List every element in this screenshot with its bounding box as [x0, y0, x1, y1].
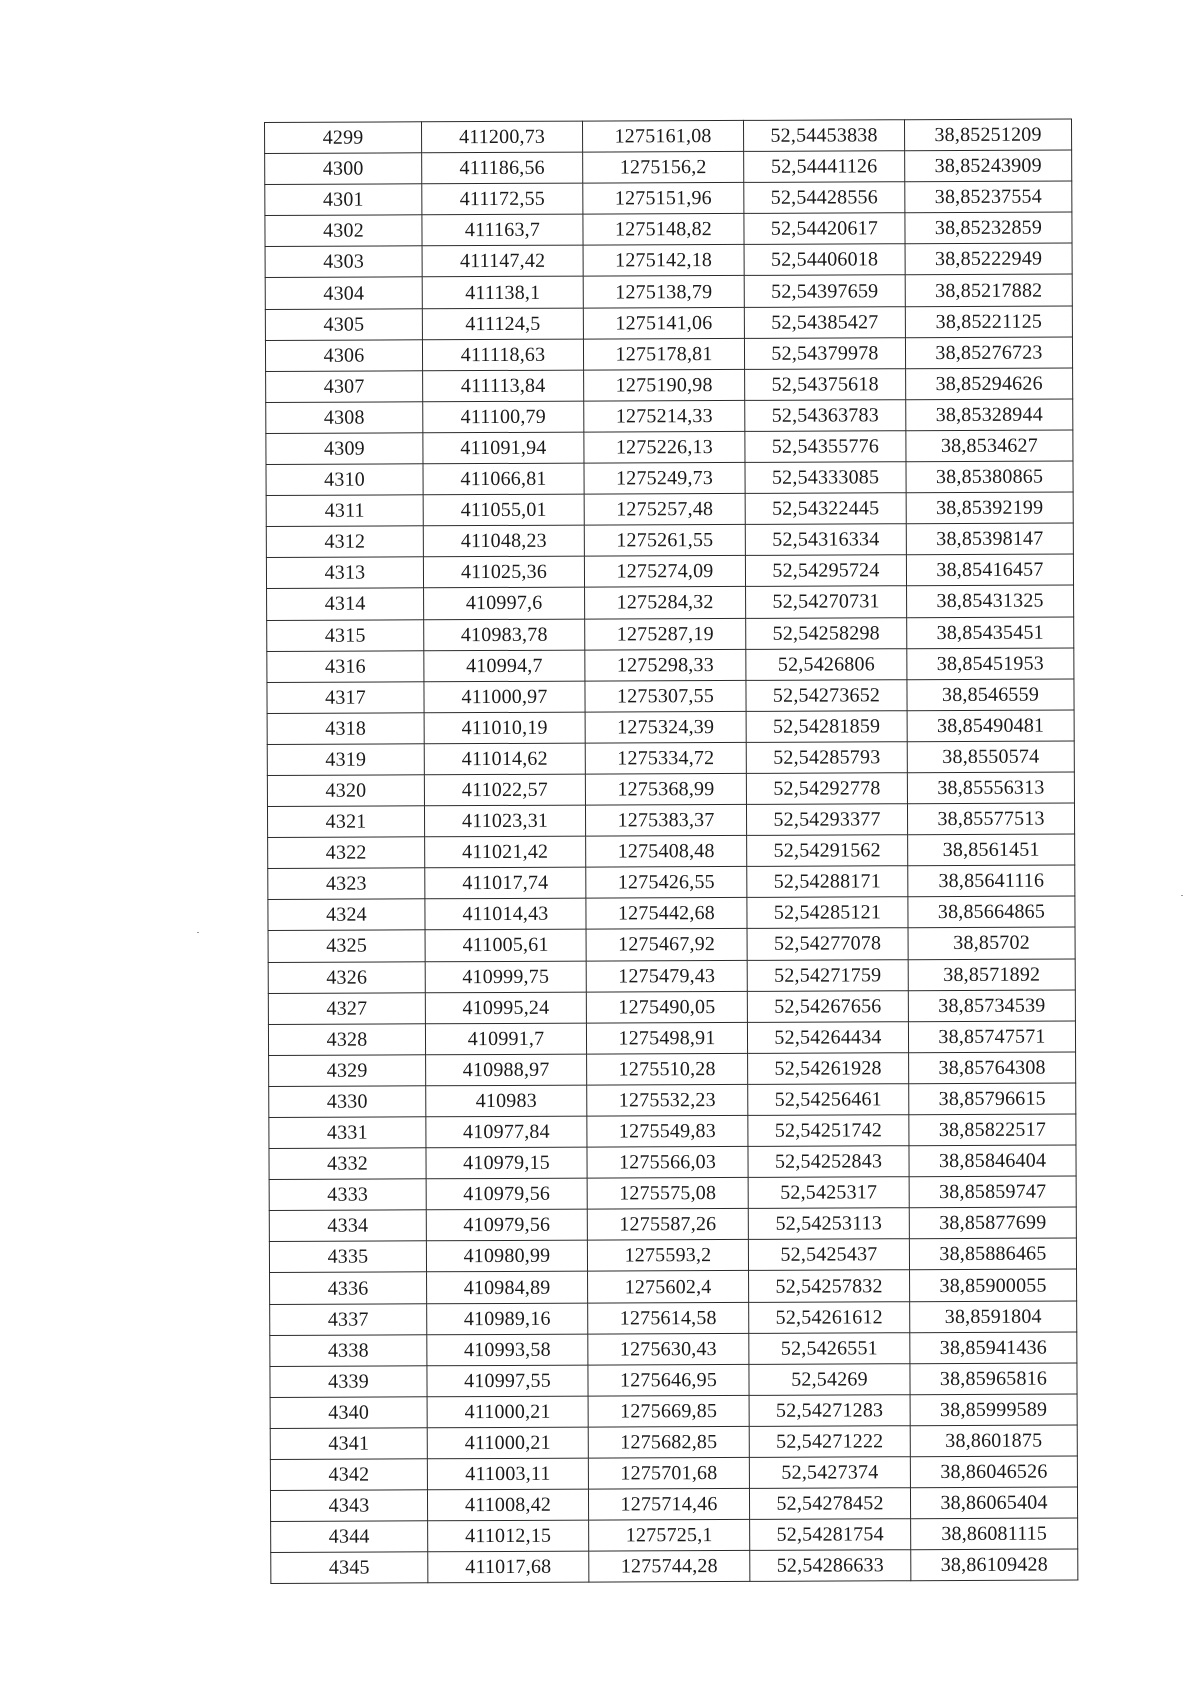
point-number-cell: 4305 — [265, 308, 422, 340]
table-row — [270, 1363, 1077, 1398]
point-number-cell: 4301 — [265, 184, 422, 216]
y-coordinate-cell: 1275214,33 — [584, 400, 745, 432]
table-row — [270, 1425, 1077, 1460]
latitude-cell: 52,5425317 — [748, 1177, 909, 1209]
x-coordinate-cell: 411021,42 — [425, 836, 586, 868]
latitude-cell: 52,54292778 — [746, 773, 907, 805]
longitude-cell: 38,85734539 — [908, 990, 1075, 1022]
point-number-cell: 4303 — [265, 246, 422, 278]
y-coordinate-cell: 1275138,79 — [583, 276, 744, 308]
latitude-cell: 52,54252843 — [748, 1146, 909, 1178]
table-row — [268, 1021, 1075, 1056]
latitude-cell: 52,54258298 — [746, 617, 907, 649]
point-number-cell: 4337 — [270, 1303, 427, 1335]
longitude-cell: 38,85846404 — [909, 1145, 1076, 1177]
point-number-cell: 4299 — [265, 122, 422, 154]
table-row — [266, 461, 1073, 496]
y-coordinate-cell: 1275284,32 — [585, 587, 746, 619]
longitude-cell: 38,85451953 — [907, 648, 1074, 680]
latitude-cell: 52,54375618 — [745, 368, 906, 400]
x-coordinate-cell: 411000,21 — [427, 1427, 588, 1459]
longitude-cell: 38,85431325 — [907, 585, 1074, 617]
latitude-cell: 52,5425437 — [748, 1239, 909, 1271]
point-number-cell: 4307 — [266, 371, 423, 403]
x-coordinate-cell: 411091,94 — [423, 432, 584, 464]
y-coordinate-cell: 1275178,81 — [583, 338, 744, 370]
x-coordinate-cell: 411100,79 — [423, 401, 584, 433]
point-number-cell: 4339 — [270, 1366, 427, 1398]
latitude-cell: 52,54253113 — [748, 1208, 909, 1240]
latitude-cell: 52,54264434 — [747, 1021, 908, 1053]
table-row — [271, 1549, 1078, 1584]
longitude-cell: 38,8561451 — [908, 834, 1075, 866]
y-coordinate-cell: 1275714,46 — [588, 1489, 749, 1521]
longitude-cell: 38,85294626 — [906, 368, 1073, 400]
y-coordinate-cell: 1275383,37 — [585, 804, 746, 836]
table-row — [268, 865, 1075, 900]
x-coordinate-cell: 411055,01 — [423, 494, 584, 526]
table-row — [269, 1176, 1076, 1211]
y-coordinate-cell: 1275261,55 — [584, 525, 745, 557]
longitude-cell: 38,85217882 — [905, 274, 1072, 306]
table-row — [267, 772, 1074, 807]
latitude-cell: 52,54316334 — [745, 524, 906, 556]
longitude-cell: 38,8591804 — [910, 1301, 1077, 1333]
y-coordinate-cell: 1275602,4 — [588, 1271, 749, 1303]
latitude-cell: 52,54271222 — [749, 1426, 910, 1458]
table-row — [270, 1301, 1077, 1336]
x-coordinate-cell: 410988,97 — [426, 1054, 587, 1086]
table-row — [267, 585, 1074, 620]
latitude-cell: 52,5427374 — [749, 1457, 910, 1489]
table-row — [266, 430, 1073, 465]
table-row — [267, 679, 1074, 714]
x-coordinate-cell: 410979,56 — [426, 1209, 587, 1241]
x-coordinate-cell: 411014,62 — [424, 743, 585, 775]
latitude-cell: 52,54271759 — [747, 959, 908, 991]
longitude-cell: 38,85900055 — [910, 1269, 1077, 1301]
table-row — [269, 1207, 1076, 1242]
y-coordinate-cell: 1275490,05 — [586, 991, 747, 1023]
table-row — [265, 243, 1072, 278]
point-number-cell: 4336 — [270, 1272, 427, 1304]
x-coordinate-cell: 410993,58 — [427, 1334, 588, 1366]
y-coordinate-cell: 1275274,09 — [584, 556, 745, 588]
table-row — [270, 1487, 1077, 1522]
point-number-cell: 4302 — [265, 215, 422, 247]
x-coordinate-cell: 411200,73 — [422, 121, 583, 153]
point-number-cell: 4335 — [269, 1241, 426, 1273]
x-coordinate-cell: 410997,6 — [424, 588, 585, 620]
longitude-cell: 38,86046526 — [910, 1456, 1077, 1488]
x-coordinate-cell: 410991,7 — [425, 1023, 586, 1055]
table-row — [265, 212, 1072, 247]
y-coordinate-cell: 1275156,2 — [583, 152, 744, 184]
x-coordinate-cell: 410980,99 — [426, 1240, 587, 1272]
table-row — [268, 958, 1075, 993]
point-number-cell: 4300 — [265, 153, 422, 185]
table-row — [265, 274, 1072, 309]
table-row — [266, 523, 1073, 558]
table-row — [269, 1114, 1076, 1149]
latitude-cell: 52,54267656 — [747, 990, 908, 1022]
x-coordinate-cell: 411014,43 — [425, 898, 586, 930]
point-number-cell: 4308 — [266, 402, 423, 434]
y-coordinate-cell: 1275226,13 — [584, 431, 745, 463]
longitude-cell: 38,86081115 — [911, 1518, 1078, 1550]
latitude-cell: 52,54278452 — [749, 1488, 910, 1520]
x-coordinate-cell: 411066,81 — [423, 463, 584, 495]
latitude-cell: 52,5426806 — [746, 648, 907, 680]
table-row — [270, 1332, 1077, 1367]
latitude-cell: 52,54257832 — [749, 1270, 910, 1302]
x-coordinate-cell: 411017,74 — [425, 867, 586, 899]
x-coordinate-cell: 411017,68 — [428, 1551, 589, 1583]
longitude-cell: 38,8546559 — [907, 679, 1074, 711]
table-row — [268, 834, 1075, 869]
x-coordinate-cell: 411005,61 — [425, 930, 586, 962]
table-row — [267, 803, 1074, 838]
y-coordinate-cell: 1275498,91 — [586, 1022, 747, 1054]
table-row — [265, 337, 1072, 372]
y-coordinate-cell: 1275532,23 — [587, 1084, 748, 1116]
y-coordinate-cell: 1275669,85 — [588, 1395, 749, 1427]
x-coordinate-cell: 411008,42 — [427, 1489, 588, 1521]
longitude-cell: 38,86109428 — [911, 1549, 1078, 1581]
x-coordinate-cell: 411163,7 — [422, 214, 583, 246]
longitude-cell: 38,85877699 — [909, 1207, 1076, 1239]
latitude-cell: 52,54291562 — [747, 835, 908, 867]
y-coordinate-cell: 1275298,33 — [585, 649, 746, 681]
table-row — [265, 181, 1072, 216]
point-number-cell: 4313 — [266, 557, 423, 589]
latitude-cell: 52,54281859 — [746, 710, 907, 742]
x-coordinate-cell: 411124,5 — [422, 308, 583, 340]
y-coordinate-cell: 1275725,1 — [589, 1520, 750, 1552]
longitude-cell: 38,85641116 — [908, 865, 1075, 897]
longitude-cell: 38,85999589 — [910, 1394, 1077, 1426]
y-coordinate-cell: 1275148,82 — [583, 214, 744, 246]
point-number-cell: 4331 — [269, 1117, 426, 1149]
x-coordinate-cell: 410997,55 — [427, 1365, 588, 1397]
longitude-cell: 38,85664865 — [908, 896, 1075, 928]
point-number-cell: 4329 — [269, 1055, 426, 1087]
table-row — [270, 1456, 1077, 1491]
latitude-cell: 52,54285121 — [747, 897, 908, 929]
latitude-cell: 52,54273652 — [746, 679, 907, 711]
y-coordinate-cell: 1275566,03 — [587, 1146, 748, 1178]
point-number-cell: 4304 — [265, 277, 422, 309]
longitude-cell: 38,85435451 — [907, 616, 1074, 648]
table-row — [266, 554, 1073, 589]
longitude-cell: 38,85965816 — [910, 1363, 1077, 1395]
table-row — [269, 1052, 1076, 1087]
latitude-cell: 52,54285793 — [746, 742, 907, 774]
longitude-cell: 38,85490481 — [907, 710, 1074, 742]
y-coordinate-cell: 1275479,43 — [586, 960, 747, 992]
point-number-cell: 4344 — [271, 1521, 428, 1553]
longitude-cell: 38,85764308 — [909, 1052, 1076, 1084]
table-row — [265, 306, 1072, 341]
longitude-cell: 38,8571892 — [908, 958, 1075, 990]
point-number-cell: 4319 — [267, 744, 424, 776]
y-coordinate-cell: 1275510,28 — [587, 1053, 748, 1085]
longitude-cell: 38,85702 — [908, 927, 1075, 959]
latitude-cell: 52,54322445 — [745, 493, 906, 525]
table-row — [270, 1394, 1077, 1429]
point-number-cell: 4315 — [267, 619, 424, 651]
table-row — [270, 1269, 1077, 1304]
point-number-cell: 4321 — [267, 806, 424, 838]
longitude-cell: 38,85221125 — [905, 306, 1072, 338]
point-number-cell: 4332 — [269, 1148, 426, 1180]
longitude-cell: 38,85556313 — [907, 772, 1074, 804]
y-coordinate-cell: 1275426,55 — [586, 867, 747, 899]
y-coordinate-cell: 1275190,98 — [584, 369, 745, 401]
y-coordinate-cell: 1275442,68 — [586, 898, 747, 930]
latitude-cell: 52,54385427 — [744, 306, 905, 338]
scan-speck — [1181, 895, 1183, 896]
latitude-cell: 52,54293377 — [746, 804, 907, 836]
point-number-cell: 4330 — [269, 1086, 426, 1118]
longitude-cell: 38,85941436 — [910, 1332, 1077, 1364]
table-row — [268, 896, 1075, 931]
longitude-cell: 38,85398147 — [906, 523, 1073, 555]
point-number-cell: 4324 — [268, 899, 425, 931]
table-row — [265, 150, 1072, 185]
latitude-cell: 52,54397659 — [744, 275, 905, 307]
latitude-cell: 52,54453838 — [743, 120, 904, 152]
y-coordinate-cell: 1275593,2 — [587, 1240, 748, 1272]
coordinate-table-body — [265, 119, 1078, 1584]
y-coordinate-cell: 1275324,39 — [585, 711, 746, 743]
table-row — [269, 1238, 1076, 1273]
x-coordinate-cell: 411172,55 — [422, 183, 583, 215]
longitude-cell: 38,85276723 — [905, 337, 1072, 369]
y-coordinate-cell: 1275408,48 — [586, 836, 747, 868]
y-coordinate-cell: 1275575,08 — [587, 1178, 748, 1210]
point-number-cell: 4317 — [267, 681, 424, 713]
table-row — [268, 990, 1075, 1025]
x-coordinate-cell: 411000,21 — [427, 1396, 588, 1428]
point-number-cell: 4306 — [265, 339, 422, 371]
y-coordinate-cell: 1275287,19 — [585, 618, 746, 650]
latitude-cell: 52,54441126 — [744, 151, 905, 183]
latitude-cell: 52,54261928 — [748, 1053, 909, 1085]
y-coordinate-cell: 1275646,95 — [588, 1364, 749, 1396]
point-number-cell: 4320 — [267, 775, 424, 807]
latitude-cell: 52,54271283 — [749, 1395, 910, 1427]
coordinate-table — [264, 118, 1078, 1584]
longitude-cell: 38,85222949 — [905, 243, 1072, 275]
longitude-cell: 38,8534627 — [906, 430, 1073, 462]
table-row — [271, 1518, 1078, 1553]
latitude-cell: 52,54333085 — [745, 462, 906, 494]
x-coordinate-cell: 410979,56 — [426, 1178, 587, 1210]
latitude-cell: 52,54406018 — [744, 244, 905, 276]
point-number-cell: 4311 — [266, 495, 423, 527]
y-coordinate-cell: 1275307,55 — [585, 680, 746, 712]
x-coordinate-cell: 410977,84 — [426, 1116, 587, 1148]
y-coordinate-cell: 1275630,43 — [588, 1333, 749, 1365]
latitude-cell: 52,54355776 — [745, 431, 906, 463]
x-coordinate-cell: 410984,89 — [427, 1272, 588, 1304]
x-coordinate-cell: 410999,75 — [425, 961, 586, 993]
x-coordinate-cell: 410983 — [426, 1085, 587, 1117]
x-coordinate-cell: 410995,24 — [425, 992, 586, 1024]
x-coordinate-cell: 410983,78 — [424, 619, 585, 651]
latitude-cell: 52,54251742 — [748, 1115, 909, 1147]
x-coordinate-cell: 411010,19 — [424, 712, 585, 744]
x-coordinate-cell: 411003,11 — [427, 1458, 588, 1490]
longitude-cell: 38,85232859 — [905, 212, 1072, 244]
latitude-cell: 52,54256461 — [748, 1084, 909, 1116]
x-coordinate-cell: 411022,57 — [424, 774, 585, 806]
point-number-cell: 4312 — [266, 526, 423, 558]
x-coordinate-cell: 411025,36 — [423, 556, 584, 588]
latitude-cell: 52,54277078 — [747, 928, 908, 960]
point-number-cell: 4327 — [268, 992, 425, 1024]
point-number-cell: 4318 — [267, 713, 424, 745]
y-coordinate-cell: 1275368,99 — [585, 773, 746, 805]
point-number-cell: 4343 — [270, 1490, 427, 1522]
point-number-cell: 4316 — [267, 650, 424, 682]
table-row — [266, 492, 1073, 527]
x-coordinate-cell: 411147,42 — [422, 245, 583, 277]
table-row — [267, 710, 1074, 745]
latitude-cell: 52,54428556 — [744, 182, 905, 214]
y-coordinate-cell: 1275249,73 — [584, 462, 745, 494]
point-number-cell: 4323 — [268, 868, 425, 900]
point-number-cell: 4342 — [270, 1459, 427, 1491]
x-coordinate-cell: 411118,63 — [422, 339, 583, 371]
point-number-cell: 4333 — [269, 1179, 426, 1211]
y-coordinate-cell: 1275701,68 — [588, 1457, 749, 1489]
longitude-cell: 38,85328944 — [906, 399, 1073, 431]
latitude-cell: 52,54286633 — [750, 1550, 911, 1582]
y-coordinate-cell: 1275549,83 — [587, 1115, 748, 1147]
longitude-cell: 38,85747571 — [908, 1021, 1075, 1053]
latitude-cell: 52,54420617 — [744, 213, 905, 245]
y-coordinate-cell: 1275334,72 — [585, 742, 746, 774]
x-coordinate-cell: 411138,1 — [422, 277, 583, 309]
point-number-cell: 4340 — [270, 1397, 427, 1429]
point-number-cell: 4341 — [270, 1428, 427, 1460]
table-row — [267, 741, 1074, 776]
latitude-cell: 52,54288171 — [747, 866, 908, 898]
x-coordinate-cell: 410979,15 — [426, 1147, 587, 1179]
longitude-cell: 38,85392199 — [906, 492, 1073, 524]
scan-speck — [197, 932, 199, 933]
y-coordinate-cell: 1275257,48 — [584, 494, 745, 526]
table-row — [267, 616, 1074, 651]
x-coordinate-cell: 411000,97 — [424, 681, 585, 713]
longitude-cell: 38,85251209 — [904, 119, 1071, 151]
longitude-cell: 38,8550574 — [907, 741, 1074, 773]
table-row — [266, 368, 1073, 403]
point-number-cell: 4314 — [267, 588, 424, 620]
table-row — [269, 1145, 1076, 1180]
x-coordinate-cell: 411186,56 — [422, 152, 583, 184]
y-coordinate-cell: 1275614,58 — [588, 1302, 749, 1334]
latitude-cell: 52,54270731 — [746, 586, 907, 618]
longitude-cell: 38,85243909 — [905, 150, 1072, 182]
point-number-cell: 4345 — [271, 1552, 428, 1584]
latitude-cell: 52,54261612 — [749, 1301, 910, 1333]
y-coordinate-cell: 1275744,28 — [589, 1551, 750, 1583]
latitude-cell: 52,54363783 — [745, 400, 906, 432]
longitude-cell: 38,85237554 — [905, 181, 1072, 213]
x-coordinate-cell: 411048,23 — [423, 525, 584, 557]
latitude-cell: 52,54295724 — [745, 555, 906, 587]
y-coordinate-cell: 1275467,92 — [586, 929, 747, 961]
y-coordinate-cell: 1275141,06 — [583, 307, 744, 339]
longitude-cell: 38,85380865 — [906, 461, 1073, 493]
point-number-cell: 4325 — [268, 930, 425, 962]
point-number-cell: 4322 — [268, 837, 425, 869]
point-number-cell: 4310 — [266, 464, 423, 496]
table-row — [267, 648, 1074, 683]
y-coordinate-cell: 1275587,26 — [587, 1209, 748, 1241]
x-coordinate-cell: 411113,84 — [423, 370, 584, 402]
table-row — [265, 119, 1072, 154]
point-number-cell: 4334 — [269, 1210, 426, 1242]
latitude-cell: 52,54281754 — [750, 1519, 911, 1551]
x-coordinate-cell: 410989,16 — [427, 1303, 588, 1335]
longitude-cell: 38,85886465 — [909, 1238, 1076, 1270]
longitude-cell: 38,85822517 — [909, 1114, 1076, 1146]
latitude-cell: 52,54379978 — [744, 337, 905, 369]
point-number-cell: 4309 — [266, 433, 423, 465]
point-number-cell: 4328 — [268, 1024, 425, 1056]
longitude-cell: 38,85796615 — [909, 1083, 1076, 1115]
x-coordinate-cell: 410994,7 — [424, 650, 585, 682]
longitude-cell: 38,85577513 — [907, 803, 1074, 835]
x-coordinate-cell: 411023,31 — [424, 805, 585, 837]
longitude-cell: 38,8601875 — [910, 1425, 1077, 1457]
y-coordinate-cell: 1275151,96 — [583, 183, 744, 215]
y-coordinate-cell: 1275142,18 — [583, 245, 744, 277]
table-row — [268, 927, 1075, 962]
longitude-cell: 38,86065404 — [910, 1487, 1077, 1519]
table-row — [269, 1083, 1076, 1118]
x-coordinate-cell: 411012,15 — [428, 1520, 589, 1552]
latitude-cell: 52,5426551 — [749, 1332, 910, 1364]
y-coordinate-cell: 1275161,08 — [582, 120, 743, 152]
point-number-cell: 4338 — [270, 1334, 427, 1366]
point-number-cell: 4326 — [268, 961, 425, 993]
longitude-cell: 38,85416457 — [906, 554, 1073, 586]
table-row — [266, 399, 1073, 434]
latitude-cell: 52,54269 — [749, 1363, 910, 1395]
longitude-cell: 38,85859747 — [909, 1176, 1076, 1208]
y-coordinate-cell: 1275682,85 — [588, 1426, 749, 1458]
